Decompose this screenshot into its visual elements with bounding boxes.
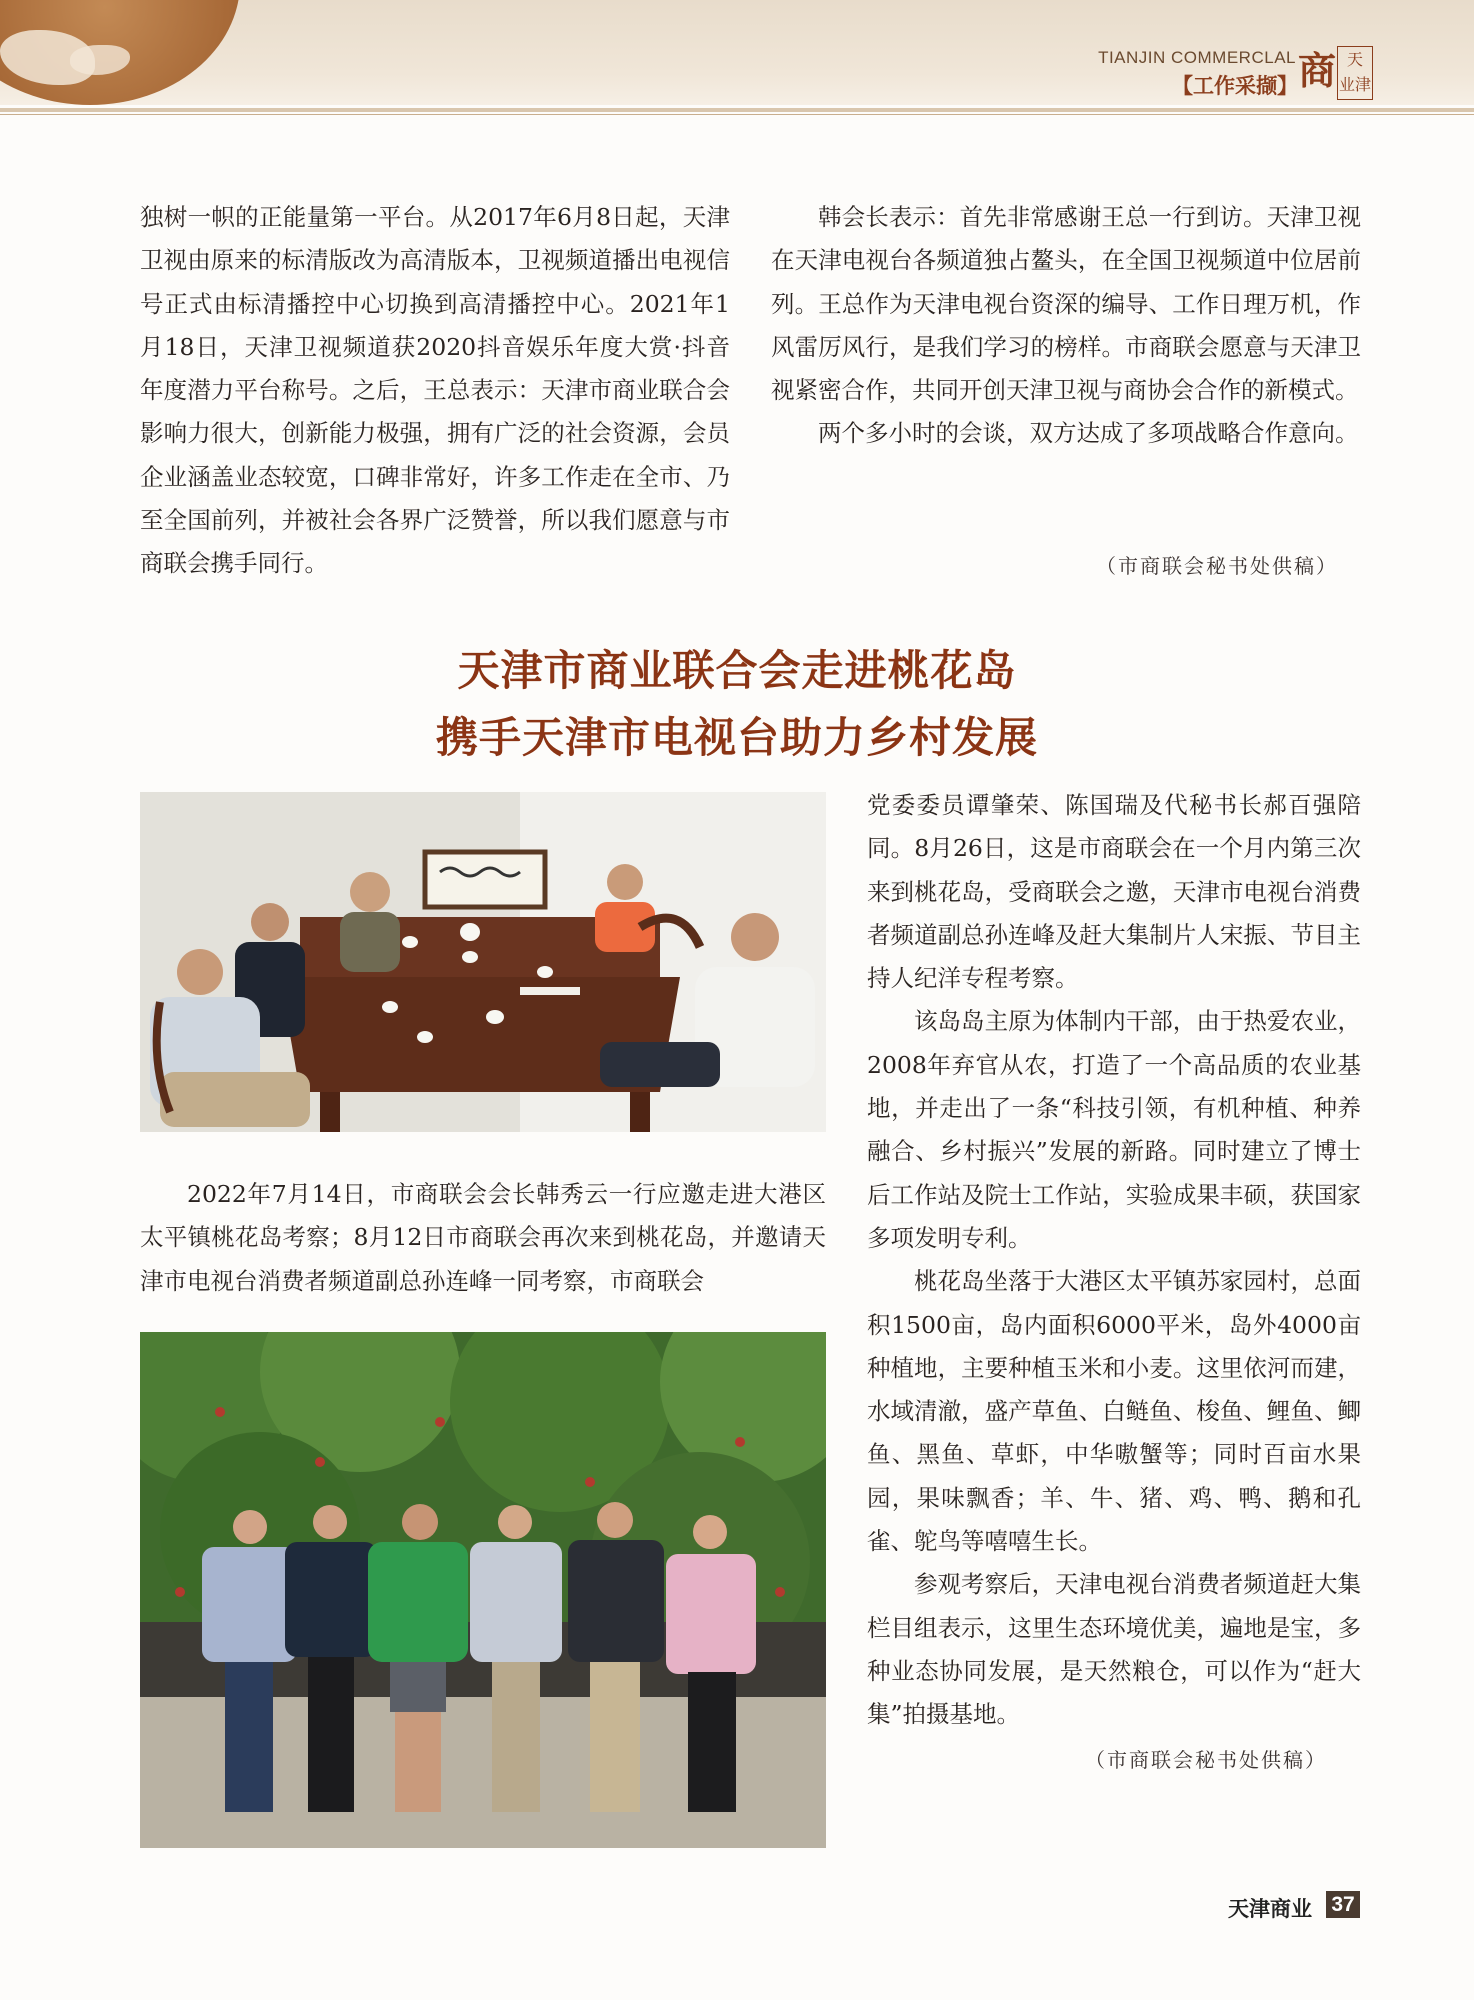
header-section-label: 【工作采撷】 <box>1172 74 1298 98</box>
group-photo <box>140 1332 826 1848</box>
top-article-left-text: 独树一帜的正能量第一平台。从2017年6月8日起，天津卫视由原来的标清版改为高清版本，卫视频道播出电视信号正式由标清播控中心切换到高清播控中心。2021年1月18日，天津卫视频道获2020抖音娱乐年度大赏·抖音年度潜力平台称号。之后，王总表示：天津市商业联合会影响力很大，创新能力极强，拥有广泛的社会资源，会员企业涵盖业态较宽，口碑非常好，许多工作走在全市、乃至全国前列，并被社会各界广泛赞誉，所以我们愿意与市商联会携手同行。 <box>140 203 730 578</box>
article-paragraph: 党委委员谭肇荣、陈国瑞及代秘书长郝百强陪同。8月26日，这是市商联会在一个月内第三次来到桃花岛，受商联会之邀，天津市电视台消费者频道副总孙连峰及赶大集制片人宋振、节目主持人纪洋专程考察。 <box>867 791 1361 993</box>
article-title-line-2: 携手天津市电视台助力乡村发展 <box>435 713 1038 762</box>
top-article-left-column <box>140 196 730 586</box>
article-credit: （市商联会秘书处供稿） <box>1085 1748 1327 1772</box>
article-intro-text: 2022年7月14日，市商联会会长韩秀云一行应邀走进大港区太平镇桃花岛考察；8月12日市商联会再次来到桃花岛，并邀请天津市电视台消费者频道副总孙连峰一同考察，市商联会 <box>140 1180 826 1295</box>
top-article-right-column <box>771 196 1361 456</box>
group-photo-illustration <box>140 1332 826 1848</box>
globe-graphic <box>0 0 260 105</box>
top-article-credit: （市商联会秘书处供稿） <box>1096 554 1338 578</box>
article-right-column <box>867 784 1361 1737</box>
article-paragraph: 该岛岛主原为体制内干部，由于热爱农业，2008年弃官从农，打造了一个高品质的农业基地，并走出了一条“科技引领，有机种植、种养融合、乡村振兴”发展的新路。同时建立了博士后工作站及院士工作站，实验成果丰硕，获国家多项发明专利。 <box>867 1007 1361 1252</box>
header-english-title: TIANJIN COMMERCLAL <box>1098 48 1296 67</box>
header-divider <box>0 108 1474 112</box>
article-intro <box>140 1173 826 1303</box>
header-brand-sub-1: 天 <box>1346 50 1363 69</box>
article-paragraph: 参观考察后，天津电视台消费者频道赶大集栏目组表示，这里生态环境优美，遍地是宝，多种业态协同发展，是天然粮仓，可以作为“赶大集”拍摄基地。 <box>867 1570 1361 1729</box>
top-article-paragraph: 两个多小时的会谈，双方达成了多项战略合作意向。 <box>818 419 1359 448</box>
article-paragraph: 桃花岛坐落于大港区太平镇苏家园村，总面积1500亩，岛内面积6000平米，岛外4000亩种植地，主要种植玉米和小麦。这里依河而建，水域清澈，盛产草鱼、白鲢鱼、梭鱼、鲤鱼、鲫鱼、黑鱼、草虾，中华嗷蟹等；同时百亩水果园，果味飘香；羊、牛、猪、鸡、鸭、鹅和孔雀、鸵鸟等嘻嘻生长。 <box>867 1267 1361 1556</box>
meeting-photo <box>140 792 826 1132</box>
article-title-line-1: 天津市商业联合会走进桃花岛 <box>457 646 1017 695</box>
page-number: 37 <box>1326 1891 1360 1918</box>
footer-magazine-name: 天津商业 <box>1228 1897 1312 1921</box>
header-divider-thin <box>0 114 1474 115</box>
top-article-paragraph: 韩会长表示：首先非常感谢王总一行到访。天津卫视在天津电视台各频道独占鳌头，在全国卫视频道中位居前列。王总作为天津电视台资深的编导、工作日理万机，作风雷厉风行，是我们学习的榜样。市商联会愿意与天津卫视紧密合作，共同开创天津卫视与商协会合作的新模式。 <box>771 203 1361 405</box>
header-brand-sub-2: 业津 <box>1338 75 1371 94</box>
header-brand-main: 商 <box>1298 48 1337 93</box>
meeting-photo-illustration <box>140 792 826 1132</box>
header-brand-box <box>1337 46 1373 100</box>
